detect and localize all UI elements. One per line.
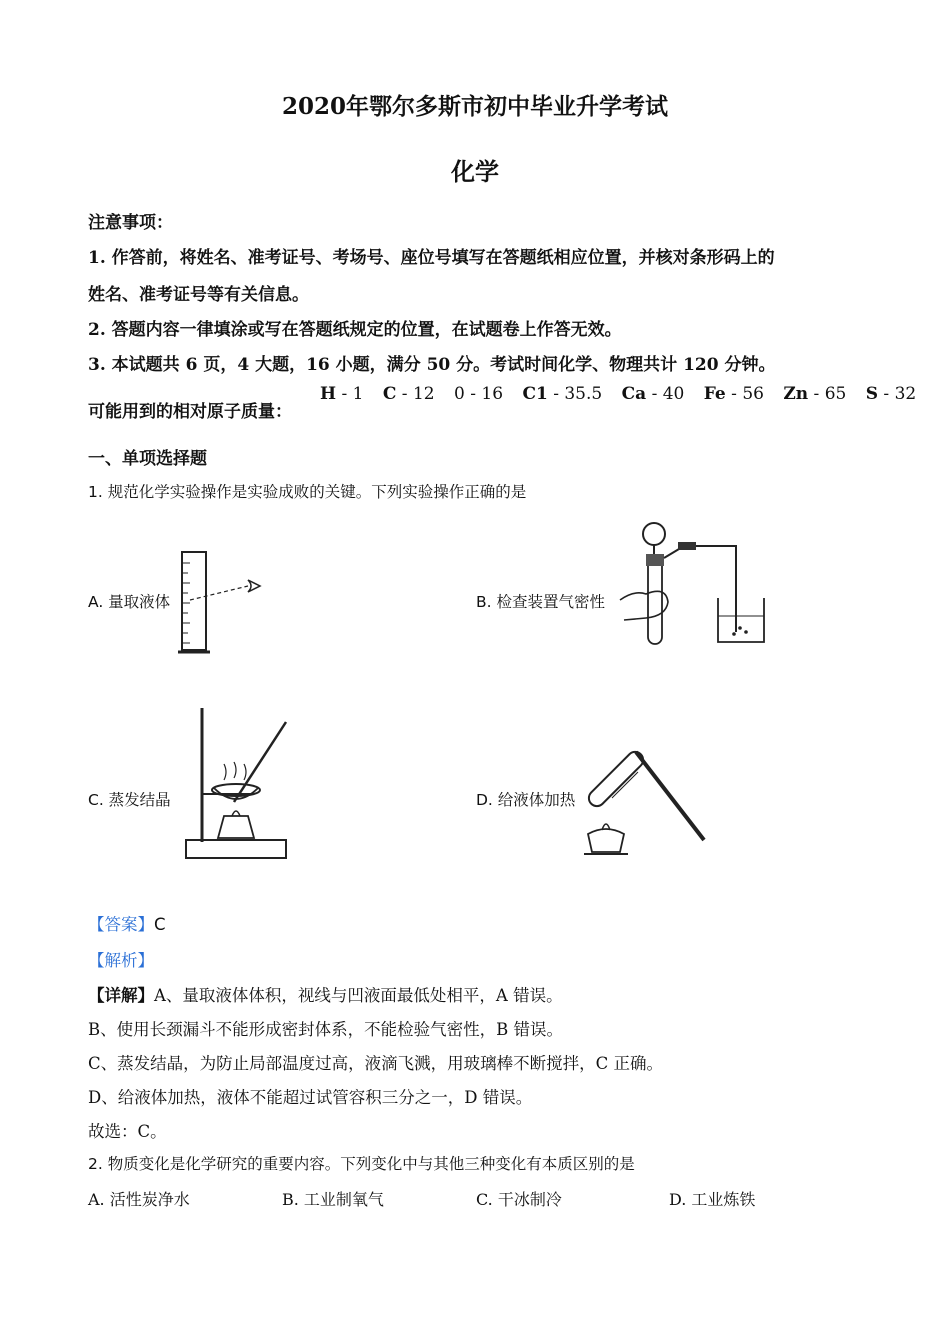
atomic-mass-ca: Ca - 40 [621, 384, 685, 404]
atomic-mass-list [320, 384, 930, 404]
option-d-label: D. 给液体加热 [476, 791, 576, 809]
atomic-mass-zn: Zn - 65 [783, 384, 847, 404]
q2-choice-a: A. 活性炭净水 [88, 1190, 190, 1209]
detail-line-a [88, 982, 563, 1006]
q2-choice-c: C. 干冰制冷 [476, 1190, 562, 1209]
notice-heading: 注意事项： [88, 213, 173, 233]
option-a-label: A. 量取液体 [88, 593, 171, 611]
exam-title: 2020年鄂尔多斯市初中毕业升学考试 [281, 93, 668, 120]
atomic-mass-s: S - 32 [865, 384, 917, 404]
detail-tag: 【详解】 [88, 986, 154, 1005]
answer-value: C [154, 915, 166, 934]
analysis-tag: 【解析】 [88, 951, 154, 970]
atomic-mass-fe: Fe - 56 [703, 384, 764, 404]
airtightness-check-figure [616, 516, 772, 650]
detail-line-c: C、蒸发结晶，为防止局部温度过高，液滴飞溅，用玻璃棒不断搅拌，C 正确。 [88, 1054, 663, 1073]
section-heading: 一、单项选择题 [88, 449, 207, 469]
atomic-mass-o: 0 - 16 [454, 384, 504, 404]
q2-choice-b: B. 工业制氧气 [282, 1190, 384, 1209]
detail-a-text: A、量取液体体积，视线与凹液面最低处相平，A 错误。 [154, 986, 563, 1005]
detail-line-d: D、给液体加热，液体不能超过试管容积三分之一，D 错误。 [88, 1088, 533, 1107]
heating-liquid-figure [578, 738, 710, 860]
atomic-mass-c: C - 12 [382, 384, 435, 404]
answer-line [88, 911, 166, 935]
conclusion-line: 故选：C。 [88, 1122, 167, 1141]
notice-item-2: 2. 答题内容一律填涂或写在答题纸规定的位置，在试题卷上作答无效。 [88, 320, 622, 340]
evaporation-figure [180, 702, 292, 866]
option-c-label: C. 蒸发结晶 [88, 791, 171, 809]
question-1-stem: 1. 规范化学实验操作是实验成败的关键。下列实验操作正确的是 [88, 483, 527, 501]
q2-choice-d: D. 工业炼铁 [669, 1190, 756, 1209]
notice-item-1-line-1: 1. 作答前，将姓名、准考证号、考场号、座位号填写在答题纸相应位置，并核对条形码上的 [88, 248, 775, 268]
subject-title: 化学 [451, 157, 499, 186]
answer-tag: 【答案】 [88, 915, 154, 934]
graduated-cylinder-figure [176, 548, 268, 658]
atomic-mass-label: 可能用到的相对原子质量： [88, 402, 292, 422]
atomic-mass-cl: C1 - 35.5 [522, 384, 603, 404]
option-b-label: B. 检查装置气密性 [476, 593, 605, 611]
detail-line-b: B、使用长颈漏斗不能形成密封体系，不能检验气密性，B 错误。 [88, 1020, 563, 1039]
atomic-mass-h: H - 1 [320, 384, 364, 404]
notice-item-3: 3. 本试题共 6 页，4 大题，16 小题，满分 50 分。考试时间化学、物理共计 120 分钟。 [88, 355, 776, 375]
notice-item-1-line-2: 姓名、准考证号等有关信息。 [88, 285, 309, 305]
question-2-stem: 2. 物质变化是化学研究的重要内容。下列变化中与其他三种变化有本质区别的是 [88, 1155, 635, 1173]
